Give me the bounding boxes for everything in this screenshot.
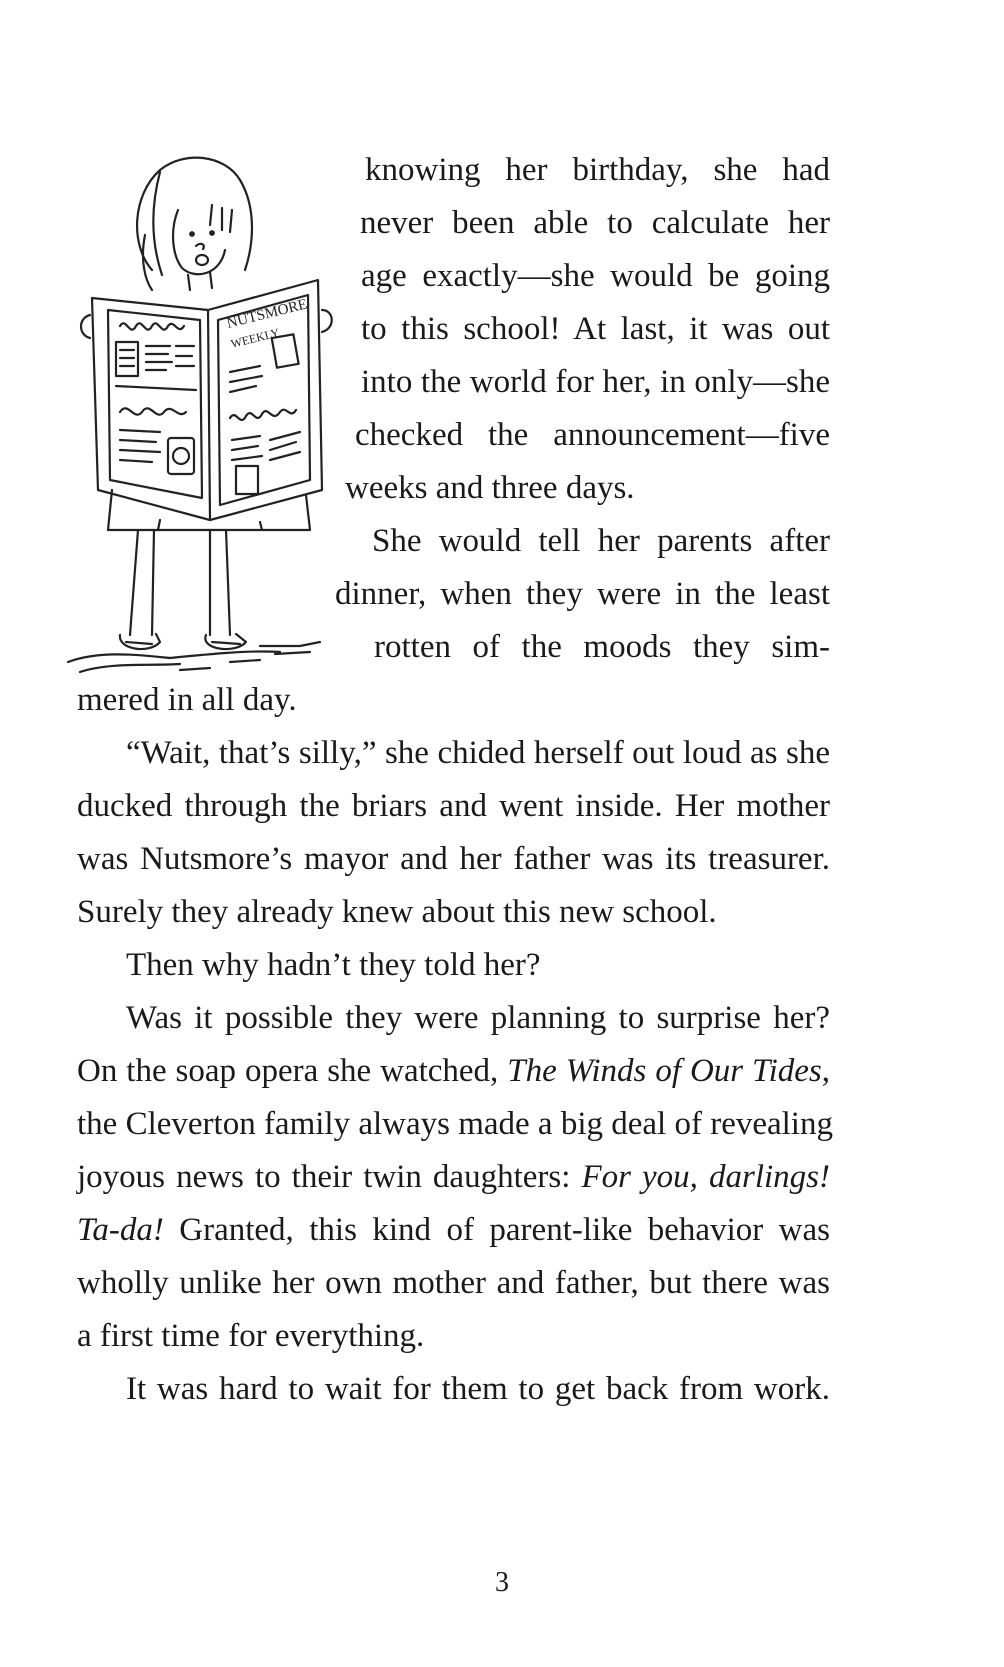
- newspaper-masthead-line2: WEEKLY: [229, 325, 281, 351]
- text-line: wholly unlike her own mother and father, but there was: [77, 1265, 830, 1301]
- text-line: Then why hadn’t they told her?: [126, 947, 541, 983]
- text-line: weeks and three days.: [345, 470, 635, 506]
- text-line: Ta-da! Granted, this kind of parent-like behavior was: [77, 1212, 830, 1248]
- text-line: never been able to calculate her: [360, 205, 830, 241]
- text-line: into the world for her, in only—she: [361, 364, 830, 400]
- text-line: was Nutsmore’s mayor and her father was its treasurer.: [77, 841, 830, 877]
- text-line: age exactly—she would be going: [361, 258, 830, 294]
- text-line: checked the announcement—five: [355, 417, 830, 453]
- text-line: ducked through the briars and went inside. Her mother: [77, 788, 830, 824]
- text-line: Surely they already knew about this new school.: [77, 894, 717, 930]
- text-line: Was it possible they were planning to surprise her?: [126, 1000, 830, 1036]
- text-line: She would tell her parents after: [372, 523, 830, 559]
- text-line: joyous news to their twin daughters: For you, darlings!: [77, 1159, 830, 1195]
- text-line: “Wait, that’s silly,” she chided herself out loud as she: [126, 735, 830, 771]
- text-line: the Cleverton family always made a big deal of revealing: [77, 1106, 833, 1142]
- page-number: 3: [495, 1567, 509, 1598]
- text-line: dinner, when they were in the least: [335, 576, 830, 612]
- text-line: to this school! At last, it was out: [361, 311, 830, 347]
- text-line: mered in all day.: [77, 682, 297, 718]
- newspaper-masthead-line1: NUTSMORE: [225, 296, 310, 332]
- text-line: a first time for everything.: [77, 1318, 425, 1354]
- girl-reading-newspaper-illustration: [60, 150, 360, 730]
- text-line: It was hard to wait for them to get back from work.: [126, 1371, 830, 1407]
- text-line: knowing her birthday, she had: [365, 152, 830, 188]
- show-title: The Winds of Our Tides: [507, 1053, 822, 1089]
- text-line: On the soap opera she watched, The Winds of Our Tides,: [77, 1053, 830, 1089]
- text-line: rotten of the moods they sim-: [374, 629, 830, 665]
